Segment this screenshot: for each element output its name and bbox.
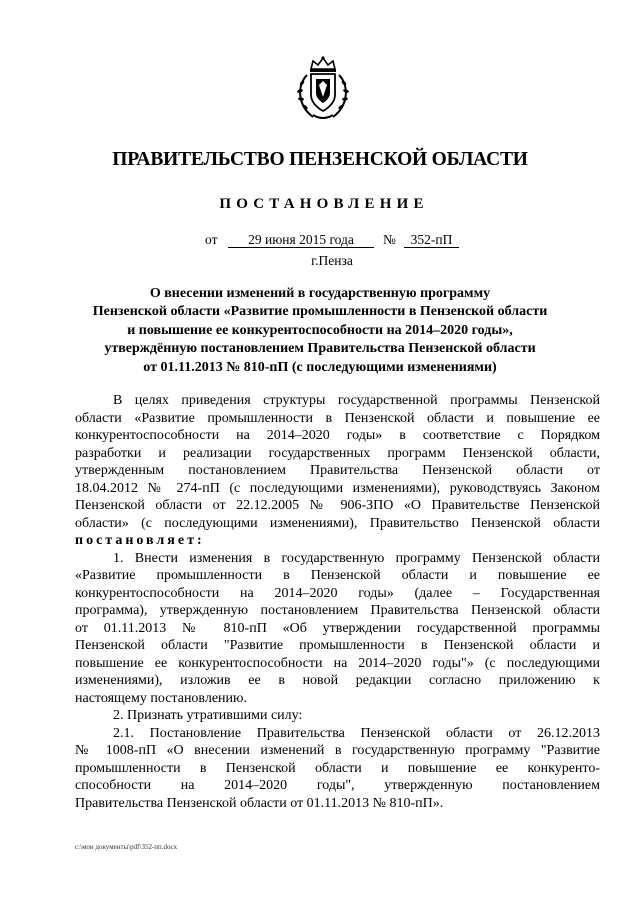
document-heading (70, 285, 570, 377)
body-line: конкурентоспособности на 2014–2020 годы» в соответствие с Порядком (75, 428, 600, 443)
heading-line: утверждённую постановлением Правительства Пензенской области (104, 341, 536, 357)
body-line: промышленности в Пензенской области и повышение ее конкуренто- (75, 760, 600, 776)
body-line: области «Развитие промышленности в Пензенской области и повышение ее (75, 410, 600, 426)
body-line: от 01.11.2013 № 810-пП «Об утверждении государственной программы (75, 620, 600, 636)
body-line: № 1008-пП «О внесении изменений в государственную программу "Развитие (75, 743, 600, 758)
body-line: Пензенской области от 22.12.2005 № 906-ЗПО «О Правительстве Пензенской (75, 498, 600, 513)
date-prefix: от (205, 232, 218, 247)
body-line: способности на 2014–2020 годы", утвержденную постановлением (75, 778, 600, 793)
heading-line: от 01.11.2013 № 810-пП (с последующими изменениями) (143, 359, 497, 375)
body-line: 18.04.2012 № 274-пП (с последующими изменениями), руководствуясь Законом (75, 480, 600, 496)
body-line: 1. Внести изменения в государственную программу Пензенской области (113, 550, 600, 566)
number-prefix: № (383, 232, 396, 247)
document-body (75, 392, 600, 812)
document-number: 352-пП (404, 232, 459, 248)
body-line: конкурентоспособности на 2014–2020 годы» (далее – Государственная (75, 585, 600, 601)
body-line: 2. Признать утратившими силу: (113, 708, 303, 723)
city: г.Пенза (311, 253, 353, 268)
body-line: Пензенской области "Развитие промышленности в Пензенской области и (75, 638, 600, 653)
decree-word: постановляет: (75, 533, 205, 548)
document-type: ПОСТАНОВЛЕНИЕ (219, 196, 429, 212)
body-line: Правительства Пензенской области от 01.11.2013 № 810-пП». (75, 795, 444, 811)
body-line: области» (с последующими изменениями), Правительство Пензенской области (75, 515, 600, 531)
body-line: разработки и реализации государственных программ Пензенской области, (75, 445, 600, 461)
heading-line: и повышение ее конкурентоспособности на 2014–2020 годы», (127, 322, 513, 338)
body-line: «Развитие промышленности в Пензенской области и повышение ее (75, 568, 600, 583)
body-line: утвержденным постановлением Правительства Пензенской области от (75, 463, 600, 478)
coat-of-arms-icon (293, 55, 353, 123)
document-date: 29 июня 2015 года (228, 232, 374, 248)
organization-title: ПРАВИТЕЛЬСТВО ПЕНЗЕНСКОЙ ОБЛАСТИ (112, 149, 528, 170)
heading-line: О внесении изменений в государственную программу (149, 286, 491, 301)
body-line: повышение ее конкурентоспособности на 2014–2020 годы"» (с последующими (75, 655, 600, 671)
body-line: 2.1. Постановление Правительства Пензенской области от 26.12.2013 (113, 725, 600, 741)
body-line: В целях приведения структуры государственной программы Пензенской (113, 393, 600, 408)
file-path: c:\мои документы\pdf\352-пп.docx (75, 843, 178, 851)
heading-line: Пензенской области «Развитие промышленности в Пензенской области (92, 304, 548, 320)
body-line: программа), утвержденную постановлением Правительства Пензенской области (75, 603, 600, 618)
body-line: изменениями), изложив ее в новой редакции согласно приложению к (75, 673, 600, 688)
body-line: настоящему постановлению. (75, 690, 247, 706)
